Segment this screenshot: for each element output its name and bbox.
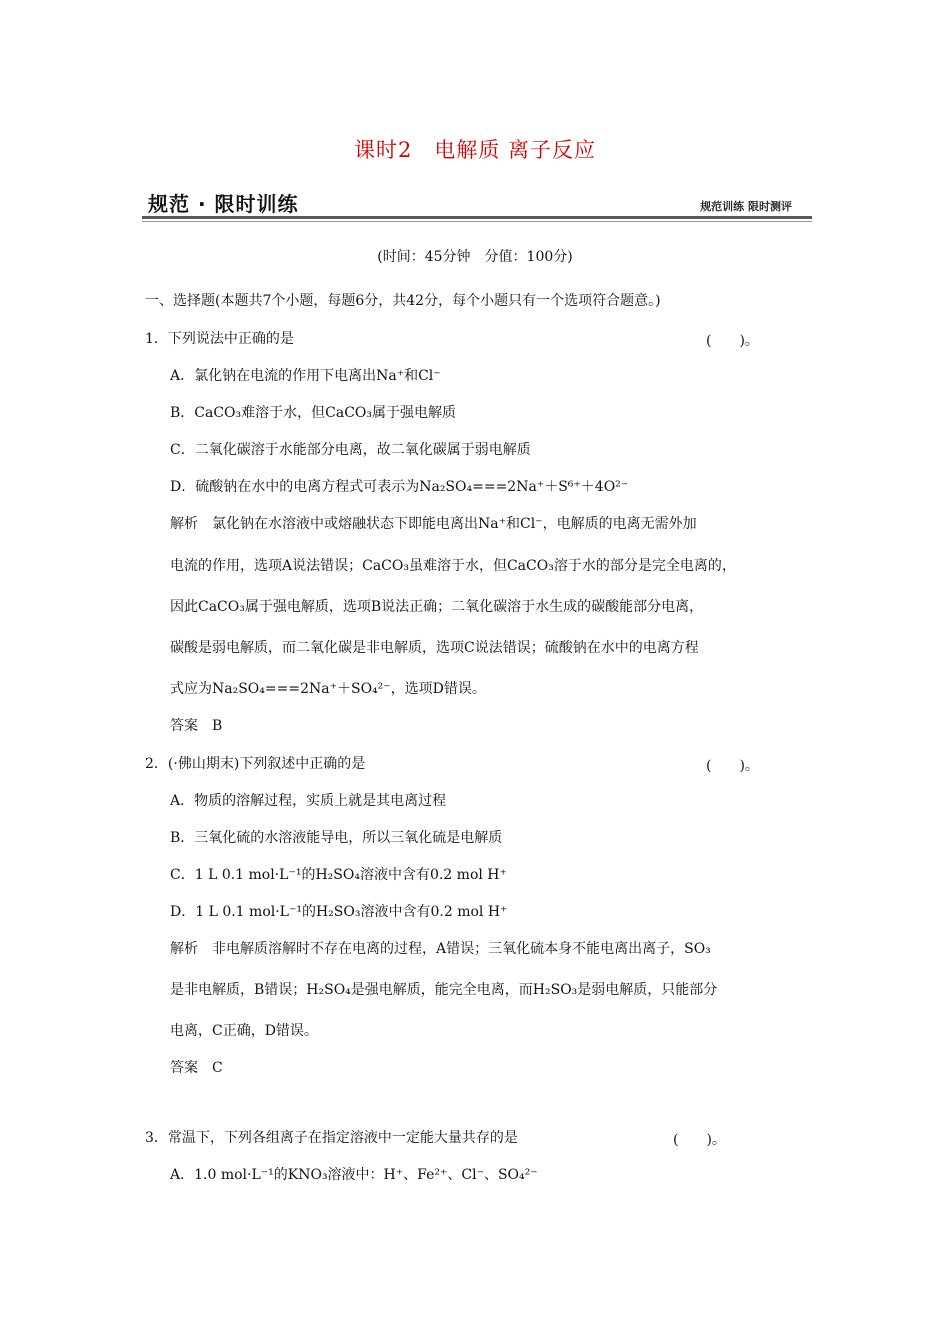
banner-rule-thin	[142, 221, 812, 222]
section-heading: 一、选择题(本题共7个小题，每题6分，共42分，每个小题只有一个选项符合题意。)	[145, 293, 661, 309]
time-score-info: (时间：45分钟 分值：100分)	[377, 249, 573, 265]
question-1-option-b: B．CaCO₃难溶于水，但CaCO₃属于强电解质	[170, 405, 457, 421]
banner-rule-thick	[142, 216, 812, 219]
banner-title: 规范 · 限时训练	[148, 192, 299, 216]
question-1-analysis-line: 解析 氯化钠在水溶液中或熔融状态下即能电离出Na⁺和Cl⁻，电解质的电离无需外加	[170, 516, 697, 532]
question-2-analysis-line: 电离，C正确，D错误。	[170, 1023, 318, 1039]
question-2-option-a: A．物质的溶解过程，实质上就是其电离过程	[170, 793, 447, 809]
question-2-stem: 2．(·佛山期末)下列叙述中正确的是	[145, 756, 366, 772]
question-2-analysis-line: 解析 非电解质溶解时不存在电离的过程，A错误；三氧化硫本身不能电离出离子，SO₃	[170, 941, 711, 957]
question-2-answer: 答案 C	[170, 1060, 223, 1076]
question-3-answer-bracket: ( )。	[673, 1132, 726, 1148]
question-1-analysis-line: 碳酸是弱电解质，而二氧化碳是非电解质，选项C说法错误；硫酸钠在水中的电离方程	[170, 640, 699, 656]
question-3-stem: 3．常温下，下列各组离子在指定溶液中一定能大量共存的是	[145, 1130, 518, 1146]
question-1-option-a: A．氯化钠在电流的作用下电离出Na⁺和Cl⁻	[170, 368, 441, 384]
question-1-answer-bracket: ( )。	[706, 333, 759, 349]
question-1-analysis-line: 因此CaCO₃属于强电解质，选项B说法正确；二氧化碳溶于水生成的碳酸能部分电离，	[170, 599, 704, 615]
question-1-analysis-line: 电流的作用，选项A说法错误；CaCO₃虽难溶于水，但CaCO₃溶于水的部分是完全电离的，	[170, 558, 736, 574]
lesson-title: 课时2 电解质 离子反应	[353, 138, 597, 162]
question-2-analysis-line: 是非电解质，B错误；H₂SO₄是强电解质，能完全电离，而H₂SO₃是弱电解质，只能部分	[170, 982, 718, 998]
question-2-option-d: D．1 L 0.1 mol·L⁻¹的H₂SO₃溶液中含有0.2 mol H⁺	[170, 904, 508, 920]
banner-subtitle: 规范训练 限时测评	[700, 200, 792, 213]
question-2-option-b: B．三氧化硫的水溶液能导电，所以三氧化硫是电解质	[170, 830, 503, 846]
question-1-option-c: C．二氧化碳溶于水能部分电离，故二氧化碳属于弱电解质	[170, 442, 531, 458]
question-1-analysis-line: 式应为Na₂SO₄===2Na⁺＋SO₄²⁻，选项D错误。	[170, 681, 486, 697]
section-banner	[142, 188, 812, 224]
question-1-option-d: D．硫酸钠在水中的电离方程式可表示为Na₂SO₄===2Na⁺＋S⁶⁺＋4O²⁻	[170, 479, 629, 495]
question-1-stem: 1．下列说法中正确的是	[145, 331, 294, 347]
question-3-option-a: A．1.0 mol·L⁻¹的KNO₃溶液中：H⁺、Fe²⁺、Cl⁻、SO₄²⁻	[170, 1167, 538, 1183]
question-2-answer-bracket: ( )。	[706, 758, 759, 774]
question-2-option-c: C．1 L 0.1 mol·L⁻¹的H₂SO₄溶液中含有0.2 mol H⁺	[170, 867, 507, 883]
question-1-answer: 答案 B	[170, 718, 223, 734]
